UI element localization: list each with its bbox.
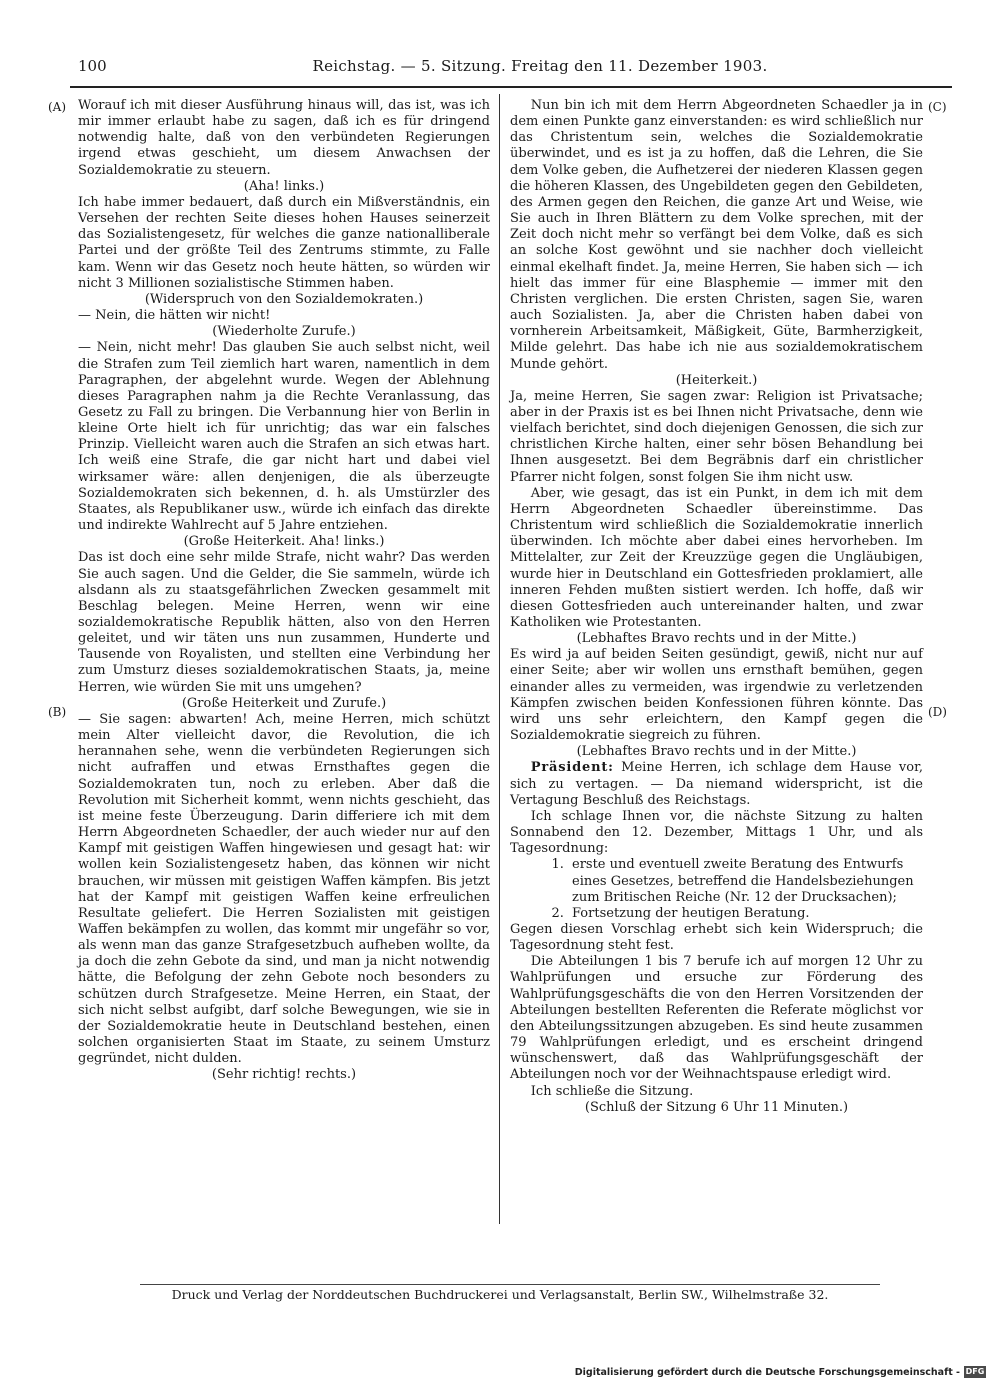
agenda-item: 1. erste und eventuell zweite Beratung des Entwurfs eines Gesetzes, betreffend die Handelsbeziehungen zum Britischen Reiche (Nr. 12 der Drucksachen); <box>568 857 923 905</box>
digitization-note <box>575 1366 986 1378</box>
agenda-item: 2. Fortsetzung der heutigen Beratung. <box>568 906 923 922</box>
interjection: (Widerspruch von den Sozialdemokraten.) <box>144 291 424 307</box>
speaker-name: Präsident: <box>530 760 614 776</box>
interjection: (Große Heiterkeit. Aha! links.) <box>183 534 385 550</box>
margin-mark-d: (D) <box>928 705 947 719</box>
paragraph: Die Abteilungen 1 bis 7 berufe ich auf morgen 12 Uhr zu Wahlprüfungen und ersuche zur Förderung des Wahlprüfungsgeschäfts die von den Herren Vorsitzenden der Abteilungen bestellten Referenten die Referate möglichst vor den Abteilungssitzungen abzugeben. Es sind heute zusammen 79 Wahlprüfungen erledigt, und es erscheint dringend wünschenswert, daß das Wahlprüfungsgeschäft der Abteilungen noch vor der Weihnachtspause erledigt wird. <box>510 954 923 1083</box>
paragraph: — Nein, nicht mehr! Das glauben Sie auch selbst nicht, weil die Strafen zum Teil ziemlich hart waren, namentlich in dem Paragraphen, der abgelehnt wurde. Wegen der Ablehnung dieses Paragraphen nahm ja die Rechte Veranlassung, das Gesetz zu Fall zu bringen. Die Verbannung hier von Berlin in kleine Orte hielt ich für unrichtig; das war ein falsches Prinzip. Vielleicht waren auch die Strafen an sich etwas hart. Ich weiß eine Strafe, die gar nicht hart und dabei viel wirksamer wäre: allen denjenigen, die als überzeugte Sozialdemokraten sich bekennen, d. h. als Umstürzler des Staates, als Republikaner usw., würde ich einfach das direkte und indirekte Wahlrecht auf 5 Jahre entziehen. <box>78 340 490 534</box>
paragraph: Meine Herren, ich schlage dem Hause vor, sich zu vertagen. — Da niemand widerspricht, ist die Vertagung Beschluß des Reichstags. <box>510 760 924 808</box>
agenda-list <box>510 857 923 922</box>
paragraph: — Sie sagen: abwarten! Ach, meine Herren, mich schützt mein Alter vielleicht davor, die Revolution, die ich herannahen sehe, wenn die verbündeten Regierungen sich nicht aufraffen und etwas Ernsthaftes gegen die Sozialdemokraten tun, noch zu erleben. Aber daß die Revolution mit Sicherheit kommt, wenn nichts geschieht, das ist meine feste Überzeugung. Darin differiere ich mit dem Herrn Abgeordneten Schaedler, der auch wieder nur auf den Kampf mit geistigen Waffen hingewiesen und gesagt hat: wir wollen kein Sozialistengesetz haben, das können wir nicht brauchen, wir müssen mit geistigen Waffen kämpfen. Bis jetzt hat der Kampf mit geistigen Waffen keine erfreulichen Resultate geliefert. Die Herren Sozialisten mit geistigen Waffen bekämpfen zu wollen, das kommt mir ungefähr so vor, als wenn man das ganze Strafgesetzbuch aufheben wollte, da ja doch die zehn Gebote da sind, und man ja nicht notwendig hätte, die Befolgung der zehn Gebote noch besonders zu schützen durch Strafgesetze. Meine Herren, ein Staat, der sich nicht selbst aufgibt, darf solche Bewegungen, wie sie in der Sozialdemokratie heute in Deutschland bestehen, einen solchen organisierten Staat im Staate, zu seinem Umsturz gegründet, nicht dulden. <box>78 711 490 1067</box>
running-title: Reichstag. — 5. Sitzung. Freitag den 11. Dezember 1903. <box>312 57 768 75</box>
paragraph: Worauf ich mit dieser Ausführung hinaus will, das ist, was ich mir immer erlaubt habe zu sagen, daß ich es für dringend notwendig halte, daß von den verbündeten Regierungen irgend etwas geschieht, um diesem Anwachsen der Sozialdemokratie zu steuern. <box>78 98 490 178</box>
page-number: 100 <box>78 57 107 75</box>
paragraph: Nun bin ich mit dem Herrn Abgeordneten Schaedler ja in dem einen Punkte ganz einverstanden: es wird schließlich nur das Christentum sein, welches die Sozialdemokratie überwindet, und es ist ja zu hoffen, daß die Lehren, die Sie dem Volke geben, die Aufhetzerei der niederen Klassen gegen die höheren Klassen, des Ungebildeten gegen den Gebildeten, des Armen gegen den Reichen, die ganze Art und Weise, wie Sie auch in Ihren Blättern zu dem Volke sprechen, mit der Zeit doch nicht mehr so verfängt bei dem Volke, daß es sich an solche Kost gewöhnt und sie nachher doch vielleicht einmal ekelhaft findet. Ja, meine Herren, Sie haben sich — ich hielt das immer für eine Blasphemie — immer mit den Christen verglichen. Die ersten Christen, sagen Sie, waren auch Sozialisten. Ja, aber die Christen haben dabei von vornherein Arbeitsamkeit, Mäßigkeit, Güte, Barmherzigkeit, Milde gelehrt. Das habe ich nie aus sozialdemokratischem Munde gehört. <box>510 98 923 372</box>
paragraph: Ich schließe die Sitzung. <box>530 1083 694 1099</box>
running-header <box>60 57 950 83</box>
paragraph: Das ist doch eine sehr milde Strafe, nicht wahr? Das werden Sie auch sagen. Und die Gelder, die Sie sammeln, würde ich alsdann als zu staatsgefährlichen Zwecken gesammelt mit Beschlag belegen. Meine Herren, wenn wir eine sozialdemokratische Republik hätten, also von den Herren geleitet, und wir täten uns nun zusammen, Hunderte und Tausende von Royalisten, und stellten eine Verbindung her zum Umsturz dieses sozialdemokratischen Staats, ja, meine Herren, wie würden Sie mit uns umgehen? <box>78 550 490 695</box>
dfg-logo-icon: DFG <box>965 1367 985 1376</box>
paragraph: — Nein, die hätten wir nicht! <box>78 308 271 324</box>
interjection: (Aha! links.) <box>243 178 325 194</box>
interjection: (Heiterkeit.) <box>675 372 758 388</box>
digitization-text: Digitalisierung gefördert durch die Deutsche Forschungsgemeinschaft - <box>574 1366 960 1378</box>
paragraph: Gegen diesen Vorschlag erhebt sich kein Widerspruch; die Tagesordnung steht fest. <box>510 921 923 954</box>
header-rule <box>70 86 952 88</box>
right-column <box>510 98 923 1116</box>
president-statement <box>510 760 923 808</box>
margin-mark-c: (C) <box>928 100 947 114</box>
interjection: (Lebhaftes Bravo rechts und in der Mitte.) <box>576 744 857 760</box>
interjection: (Schluß der Sitzung 6 Uhr 11 Minuten.) <box>584 1099 849 1115</box>
footer-rule <box>140 1284 880 1285</box>
column-divider <box>499 94 500 1224</box>
paragraph: Ich schlage Ihnen vor, die nächste Sitzung zu halten Sonnabend den 12. Dezember, Mittags 1 Uhr, und als Tagesordnung: <box>510 808 923 857</box>
paragraph: Es wird ja auf beiden Seiten gesündigt, gewiß, nicht nur auf einer Seite; aber wir wollen uns ernsthaft bemühen, gegen einander alles zu vermeiden, was irgendwie zu verletzenden Kämpfen zwischen beiden Konfessionen führen könnte. Das wird uns sehr erleichtern, den Kampf gegen die Sozialdemokratie siegreich zu führen. <box>510 647 923 744</box>
interjection: (Große Heiterkeit und Zurufe.) <box>181 695 387 711</box>
interjection: (Wiederholte Zurufe.) <box>212 324 356 340</box>
imprint: Druck und Verlag der Norddeutschen Buchdruckerei und Verlagsanstalt, Berlin SW., Wilhelmstraße 32. <box>171 1287 829 1302</box>
interjection: (Lebhaftes Bravo rechts und in der Mitte.) <box>576 631 857 647</box>
interjection: (Sehr richtig! rechts.) <box>211 1067 357 1083</box>
paragraph: Ja, meine Herren, Sie sagen zwar: Religion ist Privatsache; aber in der Praxis ist es bei Ihnen nicht Privatsache, denn wie vielfach berichtet, sind doch diejenigen Genossen, die sich zur christlichen Kirche halten, einer sehr bösen Behandlung bei Ihnen ausgesetzt. Bei dem Begräbnis darf ein christlicher Pfarrer nicht folgen, sonst folgen Sie ihm nicht usw. <box>510 388 923 485</box>
margin-mark-b: (B) <box>48 705 67 719</box>
left-column <box>78 98 490 1084</box>
margin-mark-a: (A) <box>48 100 67 114</box>
paragraph: Ich habe immer bedauert, daß durch ein Mißverständnis, ein Versehen der rechten Seite dieses hohen Hauses seinerzeit das Sozialistengesetz, für welches die ganze nationalliberale Partei und der größte Teil des Zentrums stimmte, zu Falle kam. Wenn wir das Gesetz noch heute hätten, so würden wir nicht 3 Millionen sozialistische Stimmen haben. <box>78 194 490 291</box>
paragraph: Aber, wie gesagt, das ist ein Punkt, in dem ich mit dem Herrn Abgeordneten Schaedler übereinstimme. Das Christentum wird schließlich die Sozialdemokratie innerlich überwinden. Ich möchte aber dabei eines hervorheben. Im Mittelalter, zur Zeit der Kreuzzüge gegen die Ungläubigen, wurde hier in Deutschland ein Gottesfrieden proklamiert, alle inneren Fehden mußten sistiert werden. Ich hoffe, daß wir diesen Gottesfrieden auch untereinander halten, und zwar Katholiken wie Protestanten. <box>510 485 923 630</box>
